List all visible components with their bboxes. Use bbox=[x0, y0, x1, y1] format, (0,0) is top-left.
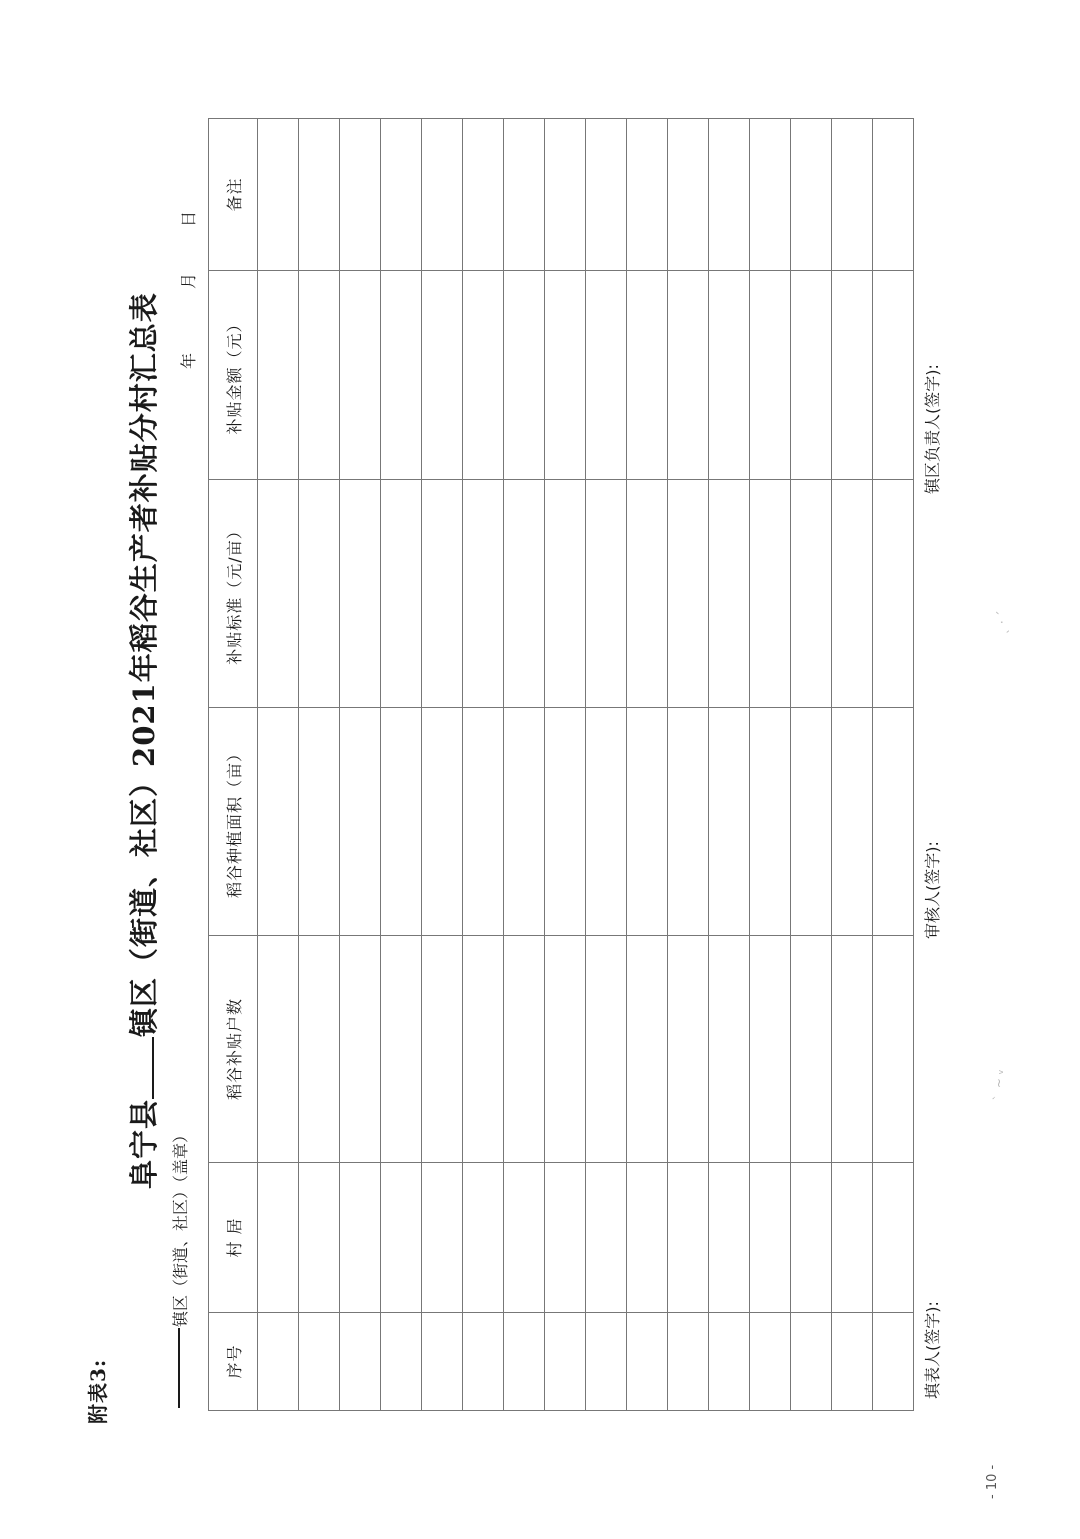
table-cell bbox=[422, 936, 463, 1163]
page-title bbox=[122, 69, 163, 1189]
table-row bbox=[545, 119, 586, 1411]
table-cell bbox=[258, 480, 299, 708]
table-cell bbox=[586, 271, 627, 480]
table-row bbox=[381, 119, 422, 1411]
table-cell bbox=[832, 1163, 873, 1313]
table-cell bbox=[791, 936, 832, 1163]
table-cell bbox=[504, 480, 545, 708]
table-row bbox=[586, 119, 627, 1411]
table-cell bbox=[340, 936, 381, 1163]
faint-scan-mark: ˎ · ˊ bbox=[995, 610, 1009, 634]
table-cell bbox=[668, 480, 709, 708]
date-year: 年 bbox=[179, 352, 198, 369]
table-cell bbox=[627, 119, 668, 271]
header-amount: 补贴金额（元） bbox=[209, 271, 258, 480]
table-cell bbox=[750, 119, 791, 271]
table-cell bbox=[545, 119, 586, 271]
table-cell bbox=[545, 1163, 586, 1313]
table-row bbox=[340, 119, 381, 1411]
table-cell bbox=[791, 271, 832, 480]
table-cell bbox=[873, 1313, 914, 1411]
table-row bbox=[832, 119, 873, 1411]
table-body bbox=[258, 119, 914, 1411]
table-cell bbox=[504, 1313, 545, 1411]
header-serial: 序号 bbox=[209, 1313, 258, 1411]
unit-blank-line bbox=[178, 1328, 180, 1408]
table-cell bbox=[750, 271, 791, 480]
table-cell bbox=[463, 271, 504, 480]
subsidy-summary-table bbox=[208, 118, 914, 1411]
title-rest: 镇区（街道、社区）2021年稻谷生产者补贴分村汇总表 bbox=[127, 292, 161, 1037]
table-cell bbox=[340, 271, 381, 480]
table-cell bbox=[258, 1313, 299, 1411]
table-cell bbox=[340, 119, 381, 271]
table-cell bbox=[381, 708, 422, 936]
table-cell bbox=[422, 119, 463, 271]
table-row bbox=[627, 119, 668, 1411]
table-cell bbox=[545, 936, 586, 1163]
table-cell bbox=[873, 119, 914, 271]
table-row bbox=[422, 119, 463, 1411]
table-cell bbox=[258, 708, 299, 936]
table-cell bbox=[791, 1163, 832, 1313]
unit-label: 镇区（街道、社区）（盖章） bbox=[171, 1126, 190, 1327]
table-cell bbox=[627, 708, 668, 936]
table-cell bbox=[463, 480, 504, 708]
table-row bbox=[463, 119, 504, 1411]
table-cell bbox=[873, 480, 914, 708]
table-row bbox=[873, 119, 914, 1411]
header-village: 村 居 bbox=[209, 1163, 258, 1313]
table-cell bbox=[340, 1313, 381, 1411]
table-cell bbox=[340, 480, 381, 708]
table-cell bbox=[791, 1313, 832, 1411]
table-cell bbox=[422, 708, 463, 936]
table-cell bbox=[627, 480, 668, 708]
table-cell bbox=[709, 1313, 750, 1411]
table-cell bbox=[504, 1163, 545, 1313]
title-county: 阜宁县 bbox=[127, 1098, 161, 1189]
table-cell bbox=[463, 708, 504, 936]
table-cell bbox=[873, 708, 914, 936]
table-cell bbox=[791, 708, 832, 936]
table-cell bbox=[627, 271, 668, 480]
table-cell bbox=[504, 271, 545, 480]
table-cell bbox=[422, 480, 463, 708]
table-cell bbox=[627, 936, 668, 1163]
table-cell bbox=[299, 1313, 340, 1411]
table-cell bbox=[750, 708, 791, 936]
table-cell bbox=[463, 1163, 504, 1313]
table-row bbox=[668, 119, 709, 1411]
table-cell bbox=[586, 1163, 627, 1313]
table-cell bbox=[381, 480, 422, 708]
table-cell bbox=[463, 936, 504, 1163]
table-cell bbox=[750, 1313, 791, 1411]
table-cell bbox=[709, 271, 750, 480]
table-cell bbox=[545, 1313, 586, 1411]
table-cell bbox=[463, 1313, 504, 1411]
table-cell bbox=[668, 708, 709, 936]
table-row bbox=[504, 119, 545, 1411]
table-cell bbox=[832, 936, 873, 1163]
table-cell bbox=[586, 708, 627, 936]
table-row bbox=[709, 119, 750, 1411]
table-cell bbox=[586, 1313, 627, 1411]
table-cell bbox=[463, 119, 504, 271]
table-cell bbox=[586, 480, 627, 708]
table-cell bbox=[258, 271, 299, 480]
table-cell bbox=[299, 936, 340, 1163]
appendix-label: 附表3: bbox=[86, 1358, 110, 1424]
table-cell bbox=[791, 119, 832, 271]
table-cell bbox=[504, 119, 545, 271]
table-cell bbox=[832, 271, 873, 480]
director-signature-label: 镇区负责人(签字): bbox=[923, 364, 942, 494]
table-cell bbox=[381, 271, 422, 480]
table-cell bbox=[422, 1313, 463, 1411]
table-cell bbox=[422, 271, 463, 480]
table-cell bbox=[258, 936, 299, 1163]
table-cell bbox=[299, 119, 340, 271]
table-cell bbox=[832, 1313, 873, 1411]
table-cell bbox=[709, 480, 750, 708]
table-cell bbox=[668, 271, 709, 480]
table-cell bbox=[627, 1313, 668, 1411]
table-cell bbox=[791, 480, 832, 708]
table-cell bbox=[668, 936, 709, 1163]
table-cell bbox=[668, 1313, 709, 1411]
table-cell bbox=[709, 936, 750, 1163]
table-cell bbox=[709, 708, 750, 936]
table-cell bbox=[750, 1163, 791, 1313]
table-cell bbox=[586, 119, 627, 271]
table-header-row bbox=[209, 119, 258, 1411]
table-cell bbox=[873, 936, 914, 1163]
table-row bbox=[791, 119, 832, 1411]
table-cell bbox=[709, 1163, 750, 1313]
table-cell bbox=[299, 271, 340, 480]
table-cell bbox=[873, 271, 914, 480]
table-row bbox=[258, 119, 299, 1411]
table-cell bbox=[381, 1163, 422, 1313]
filler-signature-label: 填表人(签字): bbox=[923, 1301, 942, 1399]
table-cell bbox=[586, 936, 627, 1163]
table-cell bbox=[258, 1163, 299, 1313]
page-number: - 10 - bbox=[985, 1464, 1000, 1499]
table-cell bbox=[668, 119, 709, 271]
date-day: 日 bbox=[179, 210, 198, 227]
table-cell bbox=[832, 119, 873, 271]
table-row bbox=[750, 119, 791, 1411]
table-cell bbox=[668, 1163, 709, 1313]
table-cell bbox=[258, 119, 299, 271]
table-row bbox=[299, 119, 340, 1411]
table-cell bbox=[381, 119, 422, 271]
table-cell bbox=[299, 480, 340, 708]
table-cell bbox=[299, 1163, 340, 1313]
table-cell bbox=[381, 1313, 422, 1411]
table-cell bbox=[422, 1163, 463, 1313]
table-cell bbox=[832, 480, 873, 708]
table-cell bbox=[340, 708, 381, 936]
header-area: 稻谷种植面积（亩） bbox=[209, 708, 258, 936]
header-households: 稻谷补贴户数 bbox=[209, 936, 258, 1163]
title-blank-line bbox=[126, 1037, 154, 1099]
table-cell bbox=[545, 271, 586, 480]
table-cell bbox=[545, 708, 586, 936]
table-cell bbox=[504, 936, 545, 1163]
date-month: 月 bbox=[179, 272, 198, 289]
table-cell bbox=[709, 119, 750, 271]
header-remarks: 备注 bbox=[209, 119, 258, 271]
faint-scan-mark: ｀ ~ ᵥ bbox=[992, 1069, 1006, 1104]
table-cell bbox=[750, 480, 791, 708]
header-standard: 补贴标准（元/亩） bbox=[209, 480, 258, 708]
table-cell bbox=[340, 1163, 381, 1313]
table-cell bbox=[504, 708, 545, 936]
table-cell bbox=[627, 1163, 668, 1313]
table-cell bbox=[545, 480, 586, 708]
table-cell bbox=[873, 1163, 914, 1313]
table-cell bbox=[832, 708, 873, 936]
table-cell bbox=[381, 936, 422, 1163]
table-cell bbox=[299, 708, 340, 936]
table-cell bbox=[750, 936, 791, 1163]
reviewer-signature-label: 审核人(签字): bbox=[923, 841, 942, 939]
